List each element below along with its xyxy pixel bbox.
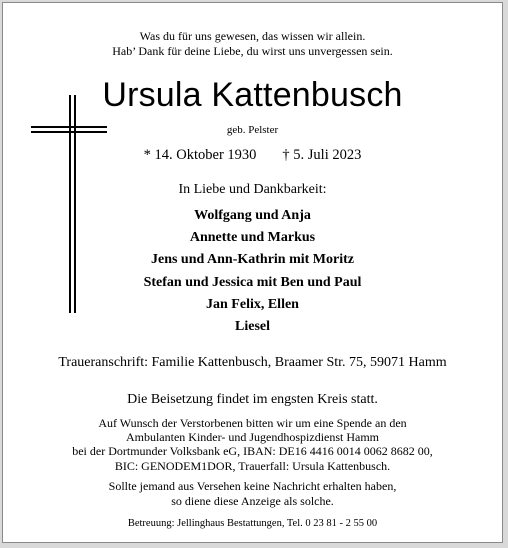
thanks-line: In Liebe und Dankbarkeit: [178, 182, 327, 197]
donation-line-3: bei der Dortmunder Volksbank eG, IBAN: DE16 4416 0014 0062 8682 00, [72, 444, 433, 458]
birth-date: * 14. Oktober 1930 [143, 147, 257, 163]
obituary-notice [2, 2, 503, 543]
life-dates [3, 147, 502, 164]
donation-line-1: Auf Wunsch der Verstorbenen bitten wir um eine Spende an den [98, 416, 407, 430]
apology-line-1: Sollte jemand aus Versehen keine Nachricht erhalten haben, [108, 479, 397, 493]
donation-line-2: Ambulanten Kinder- und Jugendhospizdienst Hamm [125, 430, 380, 444]
mourner-line: Wolfgang und Anja [194, 208, 311, 223]
mourning-address: Traueranschrift: Familie Kattenbusch, Braamer Str. 75, 59071 Hamm [58, 355, 447, 370]
death-date: † 5. Juli 2023 [282, 147, 362, 163]
birth-name: geb. Pelster [226, 124, 279, 136]
burial-note: Die Beisetzung findet im engsten Kreis statt. [127, 392, 378, 407]
verse-line-2: Hab’ Dank für deine Liebe, du wirst uns unvergessen sein. [112, 44, 393, 58]
mourner-line: Stefan und Jessica mit Ben und Paul [143, 275, 362, 290]
deceased-name: Ursula Kattenbusch [102, 76, 403, 114]
mourner-line: Liesel [235, 319, 270, 334]
mourner-line: Annette und Markus [189, 230, 316, 245]
donation-line-4: BIC: GENODEM1DOR, Trauerfall: Ursula Kattenbusch. [114, 459, 391, 473]
verse-line-1: Was du für uns gewesen, das wissen wir allein. [139, 29, 366, 43]
mourner-line: Jens und Ann-Kathrin mit Moritz [150, 252, 354, 267]
apology-line-2: so diene diese Anzeige als solche. [171, 494, 334, 508]
mourner-line: Jan Felix, Ellen [206, 297, 299, 312]
funeral-home-footer: Betreuung: Jellinghaus Bestattungen, Tel. 0 23 81 - 2 55 00 [127, 518, 378, 529]
